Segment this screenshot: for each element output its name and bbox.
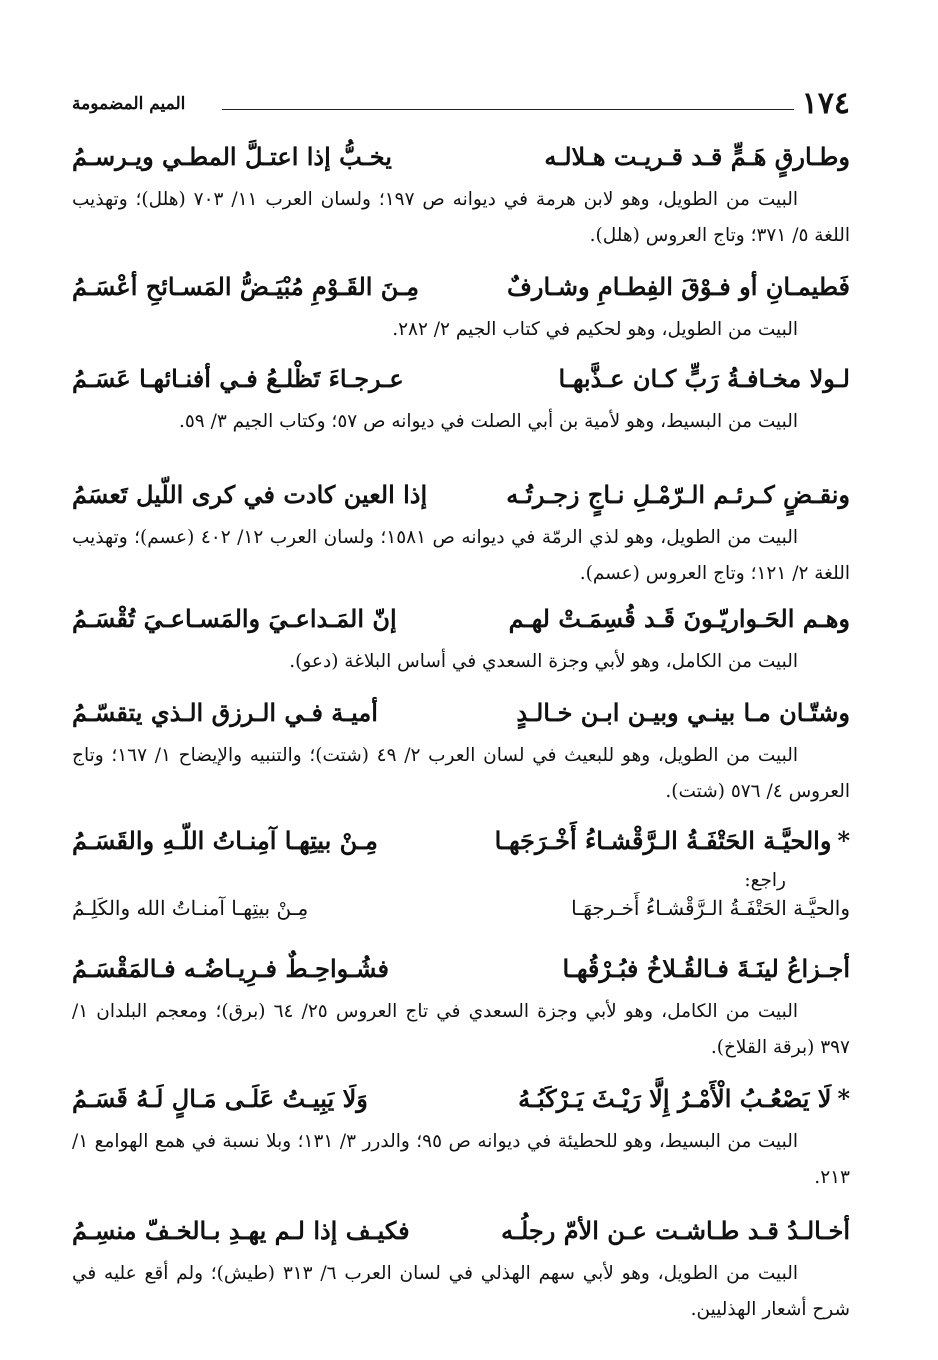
first-hemistich: وهـم الحَـواريّـونَ قَـد قُسِمَـتْ لهـم (508, 604, 850, 633)
verse-note: البيت من الكامل، وهو لأبي وجزة السعدي في تاج العروس ٢٥/ ٦٤ (برق)؛ ومعجم البلدان ١/ ٣٩٧ (برقة القلاخ). (72, 1001, 850, 1058)
verse-entry (72, 698, 850, 810)
verse-entry (72, 954, 850, 1066)
second-hemistich: مِـنَ القَـوْمِ مُبْيَـضُّ المَسـائحِ أعْسَـمُ (72, 272, 419, 301)
first-hemistich: أخـالـدُ قـد طـاشـت عـن الأمّ رجلُـه (501, 1216, 850, 1245)
verse-note: البيت من الكامل، وهو لأبي وجزة السعدي في أساس البلاغة (دعو). (289, 651, 798, 672)
verse-entry (72, 826, 850, 930)
reference-first-hemistich: والحيَّـة الحَتْفَـةُ الـرَّقْشـاءُ أَخـرجهَـا (571, 896, 850, 920)
first-hemistich: وطـارقٍ هَـمٍّ قـد قـريـت هـلالـه (544, 142, 850, 171)
verse-note: البيت من البسيط، وهو لأمية بن أبي الصلت في ديوانه ص ٥٧؛ وكتاب الجيم ٣/ ٥٩. (178, 411, 798, 432)
second-hemistich: عـرجـاءَ تَظْلـعُ فـي أفنـائهـا عَسَـمُ (72, 364, 404, 393)
reference-second-hemistich: مِـنْ بيتِهـا آمنـاتُ الله والكَلِـمُ (72, 896, 309, 920)
first-hemistich: فَطيمـانِ أو فـوْقَ الفِطـامِ وشـارفٌ (507, 272, 850, 301)
asterisk-marker: * (837, 1084, 850, 1113)
second-hemistich: وَلَا يَبِيـتُ عَلَـى مَـالٍ لَـهُ قَسَـمُ (72, 1084, 368, 1113)
first-hemistich: لـولا مخـافـةُ رَبٍّ كـان عـذَّبهـا (558, 364, 850, 393)
second-hemistich: إنّ المَـداعـيَ والمَسـاعـيَ تُقْسَـمُ (72, 604, 397, 633)
verse-line (72, 272, 850, 312)
first-hemistich: ونقـضٍ كـرئـم الـرّمْـلِ نـاجٍ زجـرتُـه (506, 480, 850, 509)
second-hemistich: أميـة فـي الـرزق الـذي يتقسّـمُ (72, 698, 378, 727)
verse-line (72, 142, 850, 182)
verse-entry (72, 272, 850, 348)
verse-entry (72, 480, 850, 592)
first-hemistich: أجـزاعُ لينَـةَ فـالقُـلاخُ فبُـرْقُهـا (562, 954, 850, 983)
verse-line (72, 826, 850, 866)
verse-entry (72, 1216, 850, 1328)
verse-note: البيت من الطويل، وهو لذي الرمّة في ديوانه ص ١٥٨١؛ ولسان العرب ١٢/ ٤٠٢ (عسم)؛ وتهذيب اللغة ٢/ ١٢١؛ وتاج العروس (عسم). (72, 527, 850, 584)
page-number: ١٧٤ (801, 86, 850, 121)
second-hemistich: فكيـف إذا لـم يهـدِ بـالخـفّ منسِـمُ (72, 1216, 410, 1245)
reference-label: راجع: (744, 870, 786, 891)
chapter-title: الميم المضمومة (72, 94, 186, 114)
verse-line (72, 1216, 850, 1256)
verse-note: البيت من البسيط، وهو للحطيئة في ديوانه ص ٩٥؛ والدرر ٣/ ١٣١؛ وبلا نسبة في همع الهوامع ١/ ٢١٣. (72, 1131, 850, 1188)
page-header (72, 88, 850, 128)
asterisk-marker: * (837, 826, 850, 855)
verse-note: البيت من الطويل، وهو لحكيم في كتاب الجيم ٢/ ٢٨٢. (392, 319, 798, 340)
second-hemistich: إذا العين كادت في كرى اللّيل تَعسَمُ (72, 480, 428, 509)
verse-line (72, 364, 850, 404)
verse-note: البيت من الطويل، وهو لأبي سهم الهذلي في لسان العرب ٦/ ٣١٣ (طيش)؛ ولم أقع عليه في شرح أشعار الهذليين. (72, 1263, 850, 1320)
verse-line (72, 954, 850, 994)
first-hemistich (518, 1084, 850, 1113)
verse-line (72, 480, 850, 520)
second-hemistich: يخـبُّ إذا اعتـلَّ المطـي ويـرسـمُ (72, 142, 392, 171)
verse-note: البيت من الطويل، وهو للبعيث في لسان العرب ٢/ ٤٩ (شتت)؛ والتنبيه والإيضاح ١/ ١٦٧؛ وتاج العروس ٤/ ٥٧٦ (شتت). (72, 745, 850, 802)
first-hemistich-text: والحيَّـة الحَتْفَـةُ الـرَّقْشـاءُ أَخْـرَجَهـا (494, 826, 832, 855)
second-hemistich: فشُـواحِـطٌ فـرِيـاضُـه فـالمَقْسَـمُ (72, 954, 389, 983)
verse-note: البيت من الطويل، وهو لابن هرمة في ديوانه ص ١٩٧؛ ولسان العرب ١١/ ٧٠٣ (هلل)؛ وتهذيب اللغة ٥/ ٣٧١؛ وتاج العروس (هلل). (72, 189, 850, 246)
verse-entry (72, 142, 850, 254)
first-hemistich (495, 826, 850, 855)
verse-line (72, 604, 850, 644)
reference-verse-line (72, 896, 850, 930)
verse-entry (72, 364, 850, 440)
first-hemistich: وشتّـان مـا بينـي وبيـن ابـن خـالـدٍ (516, 698, 850, 727)
first-hemistich-text: لَا يَصْعُـبُ الْأَمْـرُ إِلَّا رَيْـثَ يَـرْكَبُـهُ (518, 1084, 832, 1113)
verse-entry (72, 604, 850, 680)
verse-line (72, 1084, 850, 1124)
header-rule (222, 109, 794, 110)
verse-entry (72, 1084, 850, 1196)
second-hemistich: مِـنْ بيتِهـا آمِنـاتُ اللّـهِ والقَسَـمُ (72, 826, 378, 855)
verse-line (72, 698, 850, 738)
